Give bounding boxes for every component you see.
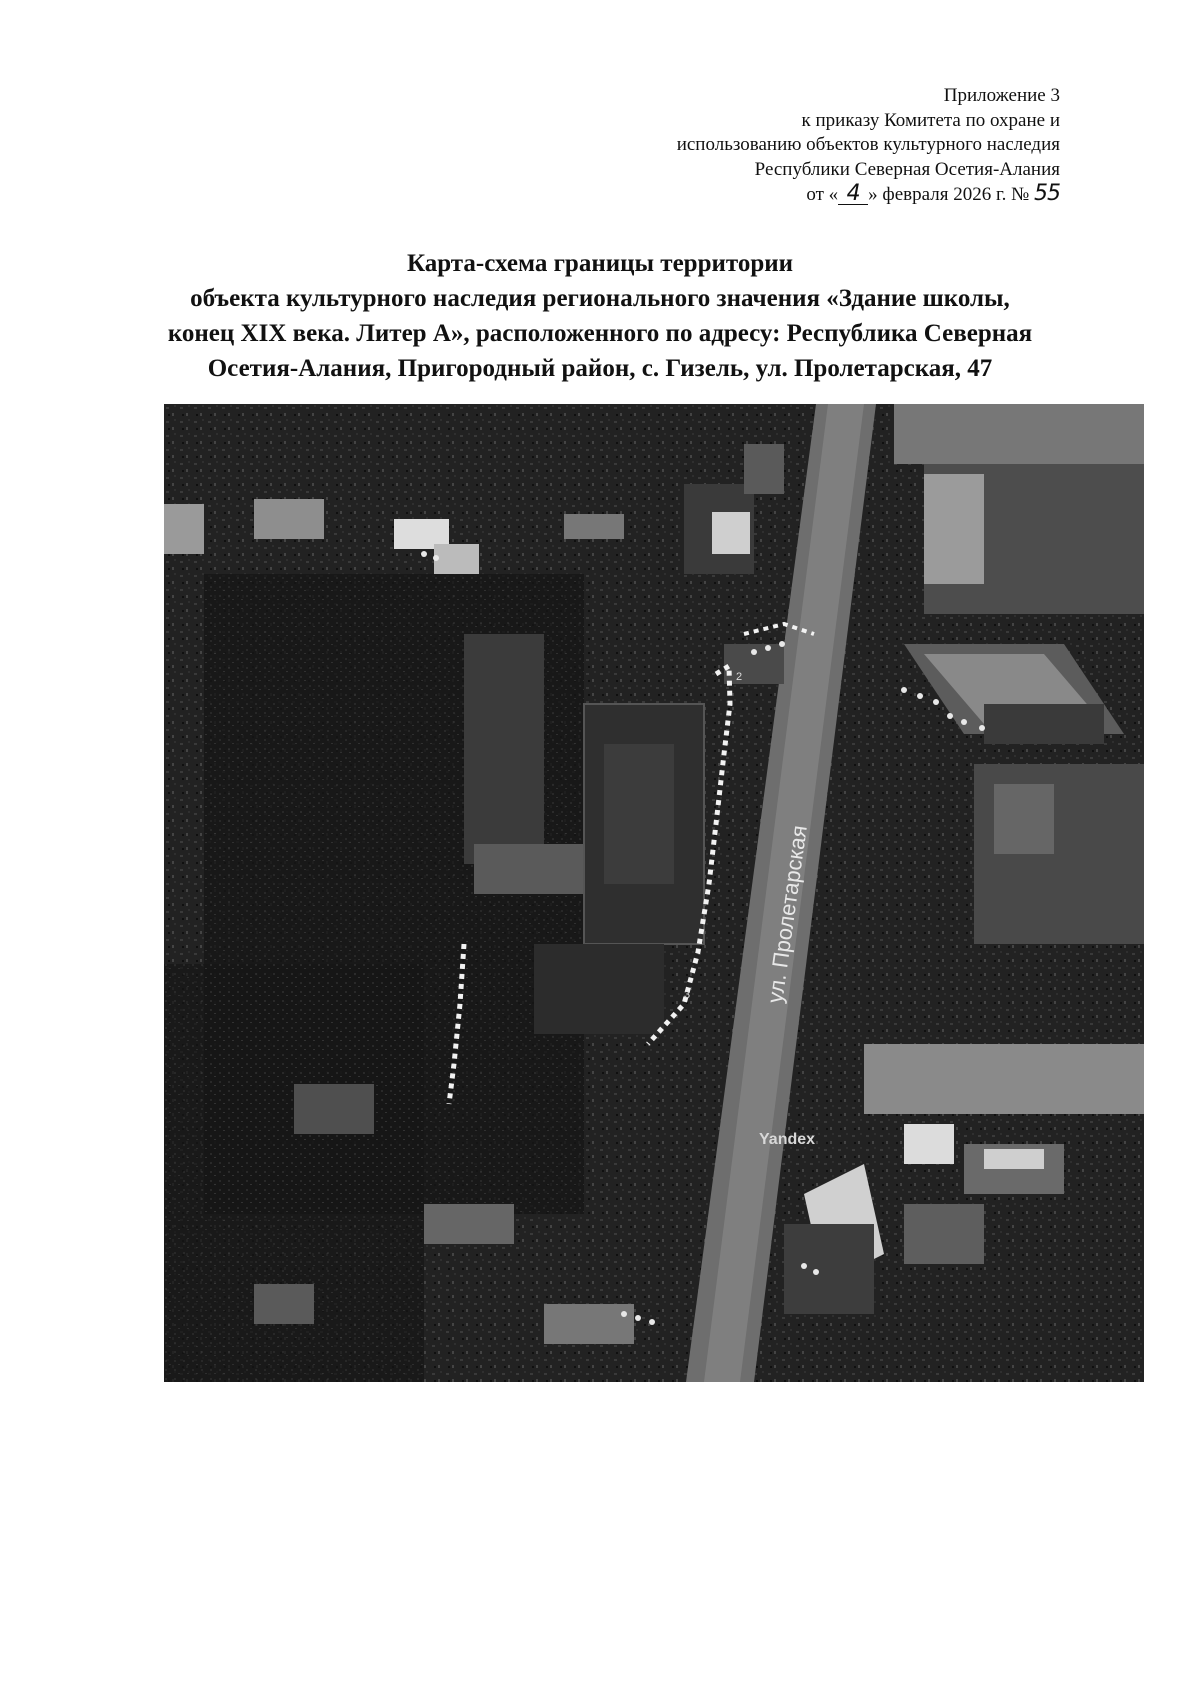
appendix-number: Приложение 3 bbox=[943, 85, 1060, 106]
title-line-4: Осетия-Алания, Пригородный район, с. Гизель, ул. Пролетарская, 47 bbox=[207, 355, 993, 382]
title-line-2: объекта культурного наследия регионального значения «Здание школы, bbox=[190, 285, 1010, 312]
date-day: 4 bbox=[838, 184, 868, 205]
map-graphic bbox=[164, 404, 1144, 1382]
date-suffix: » февраля 2026 г. № bbox=[868, 184, 1030, 205]
appendix-republic: Республики Северная Осетия-Алания bbox=[754, 158, 1060, 180]
street-label: ул. Пролетарская bbox=[762, 823, 812, 1005]
appendix-order-ref: к приказу Комитета по охране и bbox=[801, 109, 1060, 131]
date-prefix: от « bbox=[806, 184, 839, 205]
title-line-3: конец XIX века. Литер А», расположенного по адресу: Республика Северная bbox=[167, 320, 1033, 347]
order-number: 55 bbox=[1034, 181, 1060, 206]
title-line-1: Карта-схема границы территории bbox=[406, 250, 794, 277]
vertex-label-2: 2 bbox=[736, 671, 743, 683]
document-title bbox=[150, 246, 1050, 386]
appendix-header bbox=[460, 84, 1060, 208]
yandex-watermark: Yandex bbox=[759, 1131, 816, 1148]
appendix-committee: использованию объектов культурного наследия bbox=[676, 134, 1060, 155]
satellite-map bbox=[164, 404, 1144, 1382]
vertex-label-3: 3 bbox=[684, 989, 691, 1001]
appendix-date-line bbox=[460, 182, 1060, 208]
